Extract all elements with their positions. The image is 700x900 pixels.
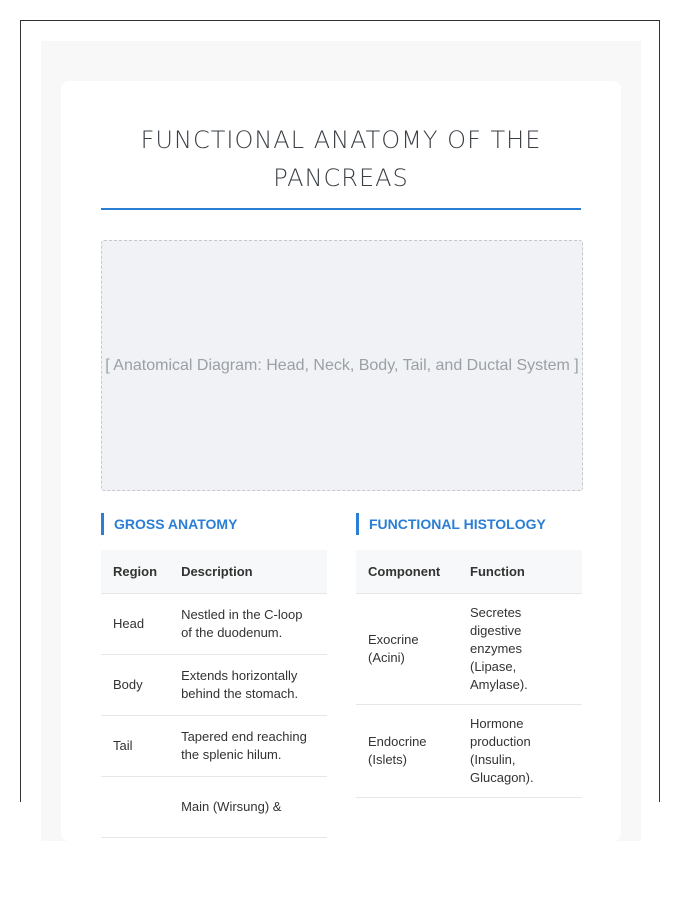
functional-histology-table bbox=[356, 550, 582, 798]
region-cell: Head bbox=[101, 594, 169, 655]
description-cell: Extends horizontally behind the stomach. bbox=[169, 655, 327, 716]
table-row bbox=[101, 716, 327, 777]
gross-anatomy-table bbox=[101, 550, 327, 838]
function-cell: Hormone production (Insulin, Glucagon). bbox=[458, 705, 582, 798]
description-cell: Tapered end reaching the splenic hilum. bbox=[169, 716, 327, 777]
function-cell: Secretes digestive enzymes (Lipase, Amylase). bbox=[458, 594, 582, 705]
component-cell: Endocrine (Islets) bbox=[356, 705, 458, 798]
page-background bbox=[41, 41, 641, 841]
title-underline bbox=[101, 208, 581, 210]
description-cell: Main (Wirsung) & bbox=[169, 777, 327, 838]
table-header-row bbox=[101, 550, 327, 594]
document-frame bbox=[20, 20, 660, 814]
diagram-placeholder bbox=[101, 240, 583, 491]
region-cell: Tail bbox=[101, 716, 169, 777]
page-title: FUNCTIONAL ANATOMY OF THE PANCREAS bbox=[140, 126, 542, 192]
component-cell: Exocrine (Acini) bbox=[356, 594, 458, 705]
region-cell bbox=[101, 777, 169, 838]
content-card bbox=[61, 81, 621, 841]
table-row bbox=[356, 705, 582, 798]
column-header-description: Description bbox=[169, 550, 327, 594]
table-row bbox=[101, 777, 327, 838]
table-row bbox=[101, 655, 327, 716]
column-header-component: Component bbox=[356, 550, 458, 594]
diagram-placeholder-text: [ Anatomical Diagram: Head, Neck, Body, Tail, and Ductal System ] bbox=[105, 356, 579, 374]
table-row bbox=[356, 594, 582, 705]
column-header-function: Function bbox=[458, 550, 582, 594]
table-header-row bbox=[356, 550, 582, 594]
description-cell: Nestled in the C-loop of the duodenum. bbox=[169, 594, 327, 655]
gross-anatomy-heading: GROSS ANATOMY bbox=[101, 513, 327, 535]
column-header-region: Region bbox=[101, 550, 169, 594]
table-row bbox=[101, 594, 327, 655]
region-cell: Body bbox=[101, 655, 169, 716]
functional-histology-heading: FUNCTIONAL HISTOLOGY bbox=[356, 513, 582, 535]
